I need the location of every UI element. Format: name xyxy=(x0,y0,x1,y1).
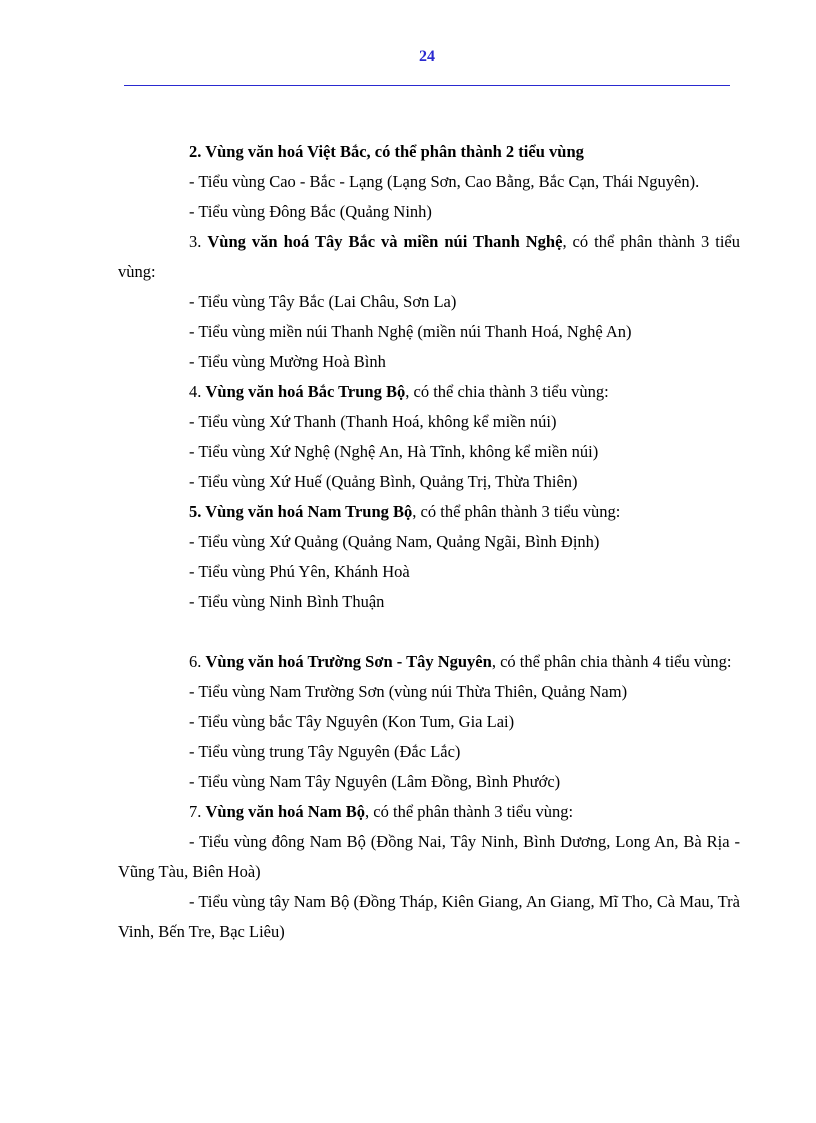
section-4-item: - Tiểu vùng Xứ Huế (Quảng Bình, Quảng Trị, Thừa Thiên) xyxy=(189,472,578,491)
section-3-title: Vùng văn hoá Tây Bắc và miền núi Thanh Nghệ xyxy=(207,232,563,251)
section-4-rest: , có thể chia thành 3 tiểu vùng: xyxy=(405,382,609,401)
section-7-item: - Tiểu vùng tây Nam Bộ (Đồng Tháp, Kiên Giang, An Giang, Mĩ Tho, Cà Mau, Trà Vinh, Bến Tre, Bạc Liêu) xyxy=(118,892,740,941)
section-6-item: - Tiểu vùng bắc Tây Nguyên (Kon Tum, Gia Lai) xyxy=(189,712,515,731)
document-body xyxy=(118,137,740,947)
section-5-rest: , có thể phân thành 3 tiểu vùng: xyxy=(412,502,621,521)
section-5-item: - Tiểu vùng Phú Yên, Khánh Hoà xyxy=(189,562,410,581)
section-6-rest: , có thể phân chia thành 4 tiểu vùng: xyxy=(491,652,732,671)
paragraph-gap xyxy=(118,617,740,647)
section-5-title: 5. Vùng văn hoá Nam Trung Bộ xyxy=(189,502,413,521)
page-number: 24 xyxy=(419,48,435,65)
header-rule xyxy=(124,85,730,86)
section-6-item: - Tiểu vùng Nam Trường Sơn (vùng núi Thừa Thiên, Quảng Nam) xyxy=(189,682,628,701)
section-6-item: - Tiểu vùng trung Tây Nguyên (Đắc Lắc) xyxy=(189,742,461,761)
section-7-rest: , có thể phân thành 3 tiểu vùng: xyxy=(365,802,574,821)
section-2-item: - Tiểu vùng Cao - Bắc - Lạng (Lạng Sơn, Cao Bằng, Bắc Cạn, Thái Nguyên). xyxy=(189,172,700,191)
section-3-item: - Tiểu vùng Mường Hoà Bình xyxy=(189,352,386,371)
section-3-rest: , có thể phân thành 3 tiểu vùng: xyxy=(118,232,740,281)
section-2-heading xyxy=(118,137,740,167)
section-2-item: - Tiểu vùng Đông Bắc (Quảng Ninh) xyxy=(189,202,432,221)
section-6-heading xyxy=(118,647,740,677)
section-6-item: - Tiểu vùng Nam Tây Nguyên (Lâm Đồng, Bình Phước) xyxy=(189,772,561,791)
section-4-heading xyxy=(118,377,740,407)
section-3-number: 3. xyxy=(189,232,208,251)
section-3-item: - Tiểu vùng Tây Bắc (Lai Châu, Sơn La) xyxy=(189,292,457,311)
section-6-number: 6. xyxy=(189,652,206,671)
section-7-title: Vùng văn hoá Nam Bộ xyxy=(205,802,366,821)
section-7-item: - Tiểu vùng đông Nam Bộ (Đồng Nai, Tây Ninh, Bình Dương, Long An, Bà Rịa - Vũng Tàu, Biên Hoà) xyxy=(118,832,740,881)
section-4-title: Vùng văn hoá Bắc Trung Bộ xyxy=(205,382,406,401)
section-7-number: 7. xyxy=(189,802,206,821)
section-4-number: 4. xyxy=(189,382,206,401)
section-3-item: - Tiểu vùng miền núi Thanh Nghệ (miền núi Thanh Hoá, Nghệ An) xyxy=(189,322,632,341)
section-5-heading xyxy=(118,497,740,527)
section-7-heading xyxy=(118,797,740,827)
section-4-item: - Tiểu vùng Xứ Thanh (Thanh Hoá, không kể miền núi) xyxy=(189,412,557,431)
section-2-title: 2. Vùng văn hoá Việt Bắc, có thể phân thành 2 tiểu vùng xyxy=(189,142,584,161)
section-6-title: Vùng văn hoá Trường Sơn - Tây Nguyên xyxy=(205,652,492,671)
section-5-item: - Tiểu vùng Ninh Bình Thuận xyxy=(189,592,385,611)
section-5-item: - Tiểu vùng Xứ Quảng (Quảng Nam, Quảng Ngãi, Bình Định) xyxy=(189,532,600,551)
section-3-heading xyxy=(118,227,740,287)
section-4-item: - Tiểu vùng Xứ Nghệ (Nghệ An, Hà Tĩnh, không kể miền núi) xyxy=(189,442,599,461)
